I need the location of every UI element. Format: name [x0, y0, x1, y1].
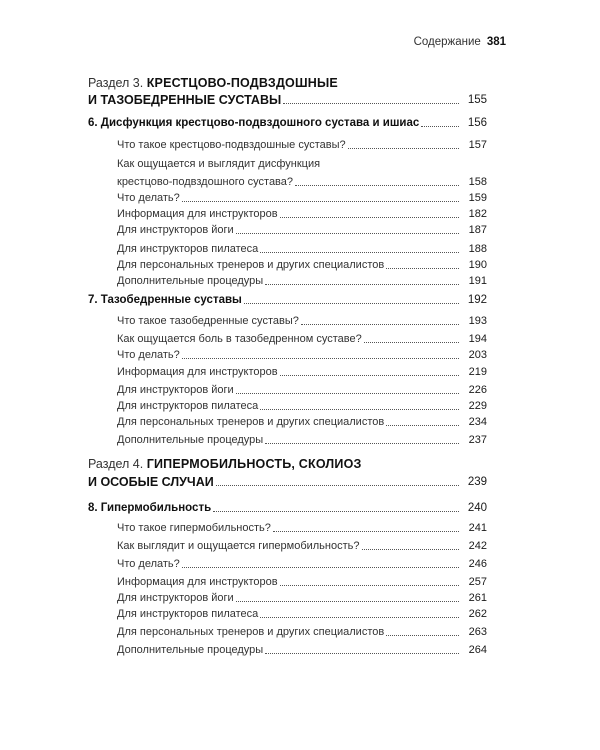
dot-leader	[280, 206, 459, 218]
toc-item[interactable]	[0, 364, 600, 380]
dot-leader	[386, 414, 459, 426]
item-title: Как ощущается боль в тазобедренном суставе?	[117, 333, 362, 345]
dot-leader	[386, 624, 459, 636]
item-title: Для персональных тренеров и других специалистов	[117, 416, 385, 428]
part-heading[interactable]	[0, 456, 600, 472]
part-label: Раздел 3.	[88, 76, 144, 90]
dot-leader	[216, 474, 459, 486]
dot-leader	[260, 606, 459, 618]
page-number: 155	[459, 92, 487, 108]
toc-item[interactable]	[0, 642, 600, 658]
toc-item[interactable]	[0, 222, 600, 238]
running-header	[414, 36, 506, 48]
dot-leader	[273, 520, 459, 532]
page-number: 239	[459, 474, 487, 490]
toc-item[interactable]	[0, 273, 600, 289]
item-title: Для инструкторов йоги	[117, 384, 234, 396]
item-title: Для инструкторов пилатеса	[117, 608, 259, 620]
toc-item-wrap[interactable]	[0, 156, 600, 172]
dot-leader	[301, 313, 459, 325]
part-title-line1: ГИПЕРМОБИЛЬНОСТЬ, СКОЛИОЗ	[146, 457, 362, 471]
toc-item[interactable]	[0, 257, 600, 273]
page-number: 157	[459, 137, 487, 153]
item-title: Дополнительные процедуры	[117, 644, 264, 656]
part-title-line2: И ОСОБЫЕ СЛУЧАИ	[88, 475, 214, 489]
item-title: Что такое гипермобильность?	[117, 522, 271, 534]
item-title: Информация для инструкторов	[117, 576, 278, 588]
item-title: Для персональных тренеров и других специалистов	[117, 626, 385, 638]
page-number: 219	[459, 364, 487, 380]
page-number: 187	[459, 222, 487, 238]
header-page-number: 381	[486, 36, 506, 48]
item-title: Для инструкторов йоги	[117, 592, 234, 604]
dot-leader	[421, 115, 459, 127]
dot-leader	[260, 241, 459, 253]
dot-leader	[362, 538, 459, 550]
toc-item[interactable]	[0, 520, 600, 536]
chapter-entry[interactable]	[0, 292, 600, 308]
dot-leader	[280, 364, 459, 376]
item-title: Что делать?	[117, 349, 180, 361]
page-number: 188	[459, 241, 487, 257]
page-number: 257	[459, 574, 487, 590]
page-number: 203	[459, 347, 487, 363]
page-number: 246	[459, 556, 487, 572]
page-number: 156	[459, 115, 487, 131]
page-number: 264	[459, 642, 487, 658]
chapter-title: 7. Тазобедренные суставы	[88, 294, 242, 306]
toc-item[interactable]	[0, 241, 600, 257]
toc-item[interactable]	[0, 174, 600, 190]
page-number: 226	[459, 382, 487, 398]
dot-leader	[260, 398, 459, 410]
dot-leader	[295, 174, 459, 186]
dot-leader	[364, 331, 459, 343]
header-title: Содержание	[413, 36, 481, 48]
dot-leader	[265, 273, 459, 285]
page-number: 192	[459, 292, 487, 308]
item-title: Для персональных тренеров и других специалистов	[117, 259, 385, 271]
item-title: крестцово-подвздошного сустава?	[117, 176, 294, 188]
chapter-entry[interactable]	[0, 115, 600, 131]
dot-leader	[348, 137, 459, 149]
dot-leader	[182, 556, 459, 568]
page-number: 229	[459, 398, 487, 414]
dot-leader	[236, 382, 459, 394]
page-number: 262	[459, 606, 487, 622]
item-title: Что делать?	[117, 192, 180, 204]
toc-item[interactable]	[0, 574, 600, 590]
item-title: Что такое тазобедренные суставы?	[117, 315, 299, 327]
item-title: Для инструкторов пилатеса	[117, 400, 259, 412]
part-heading-line1	[88, 456, 364, 472]
item-title: Как выглядит и ощущается гипермобильность?	[117, 540, 360, 552]
toc-item[interactable]	[0, 331, 600, 347]
toc-item[interactable]	[0, 556, 600, 572]
toc-item[interactable]	[0, 313, 600, 329]
toc-item[interactable]	[0, 606, 600, 622]
page-number: 191	[459, 273, 487, 289]
page-number: 241	[459, 520, 487, 536]
toc-item[interactable]	[0, 414, 600, 430]
toc-item[interactable]	[0, 206, 600, 222]
chapter-title: 8. Гипермобильность	[88, 502, 212, 514]
part-title-line1: КРЕСТЦОВО-ПОДВЗДОШНЫЕ	[146, 76, 338, 90]
dot-leader	[283, 92, 459, 104]
toc-item[interactable]	[0, 538, 600, 554]
page-number: 234	[459, 414, 487, 430]
dot-leader	[265, 642, 459, 654]
item-title: Что делать?	[117, 558, 180, 570]
toc-item[interactable]	[0, 590, 600, 606]
page-number: 261	[459, 590, 487, 606]
item-title: Дополнительные процедуры	[117, 434, 264, 446]
part-heading-continued[interactable]	[0, 474, 600, 490]
dot-leader	[182, 347, 459, 359]
page-number: 158	[459, 174, 487, 190]
part-heading-continued[interactable]	[0, 92, 600, 108]
dot-leader	[280, 574, 459, 586]
dot-leader	[386, 257, 459, 269]
toc-item[interactable]	[0, 432, 600, 448]
dot-leader	[236, 590, 459, 602]
item-title: Для инструкторов йоги	[117, 224, 234, 236]
dot-leader	[182, 190, 459, 202]
page-number: 263	[459, 624, 487, 640]
toc-item[interactable]	[0, 347, 600, 363]
item-title: Для инструкторов пилатеса	[117, 243, 259, 255]
toc-item[interactable]	[0, 624, 600, 640]
chapter-title: 6. Дисфункция крестцово-подвздошного сустава и ишиас	[88, 117, 420, 129]
dot-leader	[213, 500, 459, 512]
dot-leader	[244, 292, 459, 304]
item-title: Информация для инструкторов	[117, 208, 278, 220]
page-number: 190	[459, 257, 487, 273]
page-number: 237	[459, 432, 487, 448]
toc-item[interactable]	[0, 137, 600, 153]
dot-leader	[236, 222, 459, 234]
item-title-line1: Как ощущается и выглядит дисфункция	[117, 158, 321, 170]
item-title: Дополнительные процедуры	[117, 275, 264, 287]
item-title: Информация для инструкторов	[117, 366, 278, 378]
toc-item[interactable]	[0, 190, 600, 206]
page-number: 193	[459, 313, 487, 329]
item-title: Что такое крестцово-подвздошные суставы?	[117, 139, 346, 151]
page-number: 182	[459, 206, 487, 222]
part-heading[interactable]	[0, 75, 600, 91]
dot-leader	[265, 432, 459, 444]
page-number: 194	[459, 331, 487, 347]
part-label: Раздел 4.	[88, 457, 144, 471]
page-number: 159	[459, 190, 487, 206]
toc-item[interactable]	[0, 398, 600, 414]
page-number: 240	[459, 500, 487, 516]
chapter-entry[interactable]	[0, 500, 600, 516]
toc-item[interactable]	[0, 382, 600, 398]
page-number: 242	[459, 538, 487, 554]
part-title-line2: И ТАЗОБЕДРЕННЫЕ СУСТАВЫ	[88, 93, 282, 107]
part-heading-line1	[88, 75, 340, 91]
